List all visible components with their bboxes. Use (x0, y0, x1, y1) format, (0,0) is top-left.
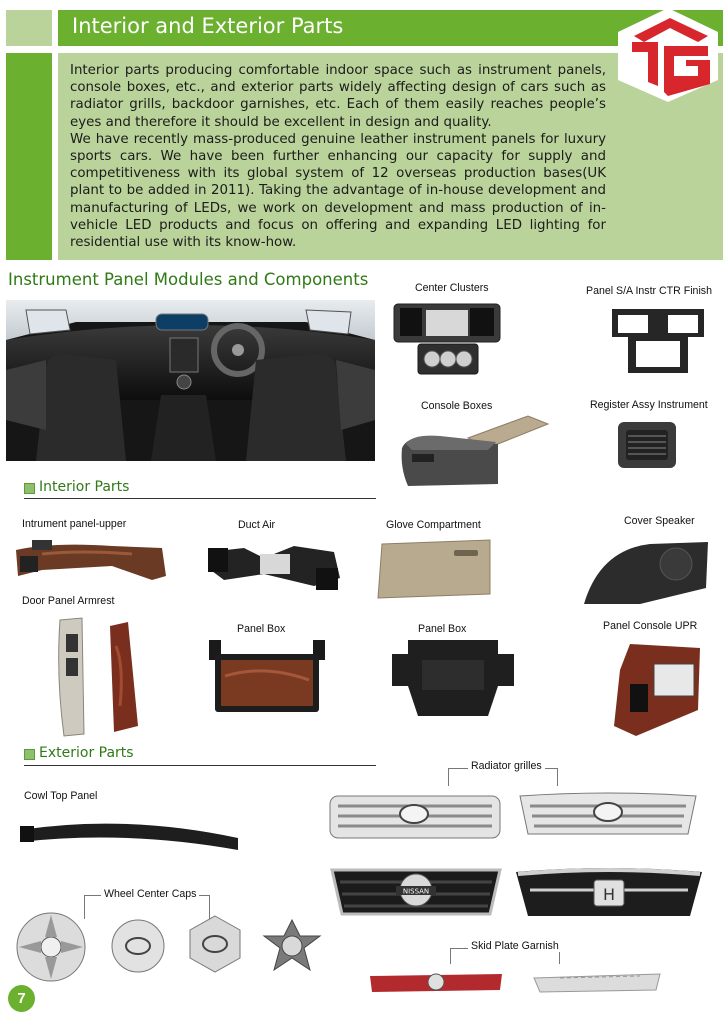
glove-compartment-image (374, 538, 494, 602)
wheel-cap-1-image (14, 910, 88, 984)
cowl-top-panel-image (16, 812, 242, 856)
caption-console-boxes: Console Boxes (421, 400, 493, 412)
intro-paragraph-1: Interior parts producing comfortable indoor space such as instrument panels, console boxes, etc., and exterior parts widely affecting design of cars such as radiator grills, backdoor garnishes, etc. Each of them easily reaches people’s eyes and therefore it should be excellent in design and quality. (70, 63, 606, 130)
exterior-section-square-icon (24, 749, 35, 760)
tg-logo-icon (612, 6, 723, 104)
panel-box-2-image (388, 636, 518, 720)
register-assy-image (614, 414, 684, 474)
wheel-cap-2-image (110, 918, 166, 974)
page-number-badge: 7 (8, 985, 35, 1012)
caption-register-assy: Register Assy Instrument (590, 399, 708, 411)
cover-speaker-image (580, 540, 712, 608)
caption-instrument-panel-upper: Intrument panel-upper (22, 518, 127, 530)
radiator-grille-3-image (330, 866, 502, 916)
exterior-divider (24, 765, 376, 766)
caption-panel-console-upr: Panel Console UPR (603, 620, 698, 632)
caption-duct-air: Duct Air (238, 519, 276, 531)
duct-air-image (204, 538, 344, 594)
intro-text (70, 62, 606, 251)
skid-plate-1-image (366, 966, 506, 996)
skid-plate-2-image (530, 968, 664, 996)
section-instrument-panel: Instrument Panel Modules and Components (8, 270, 369, 289)
door-panel-armrest-image (54, 616, 148, 740)
radiator-grille-4-image (514, 862, 704, 922)
instrument-panel-upper-image (12, 536, 168, 584)
wheel-cap-4-image (262, 918, 322, 974)
interior-divider (24, 498, 376, 499)
svg-text:H: H (602, 885, 616, 904)
radiator-grille-2-image (518, 790, 698, 838)
center-clusters-image (390, 300, 505, 380)
caption-cowl-top-panel: Cowl Top Panel (24, 790, 98, 802)
car-interior-photo (6, 300, 375, 461)
caption-panel-box-2: Panel Box (418, 623, 467, 635)
panel-sa-instr-image (606, 303, 710, 379)
caption-glove-compartment: Glove Compartment (386, 519, 481, 531)
caption-wheel-center-caps: Wheel Center Caps (101, 888, 199, 900)
intro-side-bar (6, 53, 52, 260)
caption-radiator-grilles: Radiator grilles (468, 760, 545, 772)
page-title: Interior and Exterior Parts (72, 14, 344, 38)
intro-paragraph-2: We have recently mass-produced genuine leather instrument panels for luxury sports cars. We have been further enhancing our capacity for supply and competitiveness with its global system of 12 overseas production bases(UK plant to be added in 2011). Taking the advantage of in-house development and manufacturing of LEDs, we work on development and mass production of in-vehicle LED products and focus on offering and expanding LED lighting for residential use with its know-how. (70, 131, 606, 251)
caption-panel-box-1: Panel Box (237, 623, 286, 635)
caption-panel-sa-instr: Panel S/A Instr CTR Finish (586, 285, 712, 297)
console-boxes-image (398, 408, 558, 490)
header-accent-square (6, 10, 52, 46)
section-interior-parts: Interior Parts (39, 479, 130, 495)
caption-cover-speaker: Cover Speaker (624, 515, 695, 527)
panel-box-1-image (205, 636, 329, 716)
caption-door-panel-armrest: Door Panel Armrest (22, 595, 115, 607)
panel-console-upr-image (610, 640, 706, 740)
caption-center-clusters: Center Clusters (415, 282, 489, 294)
nissan-badge-text: NISSAN (402, 887, 430, 896)
caption-skid-plate-garnish: Skid Plate Garnish (468, 940, 562, 952)
radiator-grille-1-image (328, 794, 502, 840)
section-exterior-parts: Exterior Parts (39, 745, 134, 761)
wheel-cap-3-image (186, 914, 244, 974)
interior-section-square-icon (24, 483, 35, 494)
